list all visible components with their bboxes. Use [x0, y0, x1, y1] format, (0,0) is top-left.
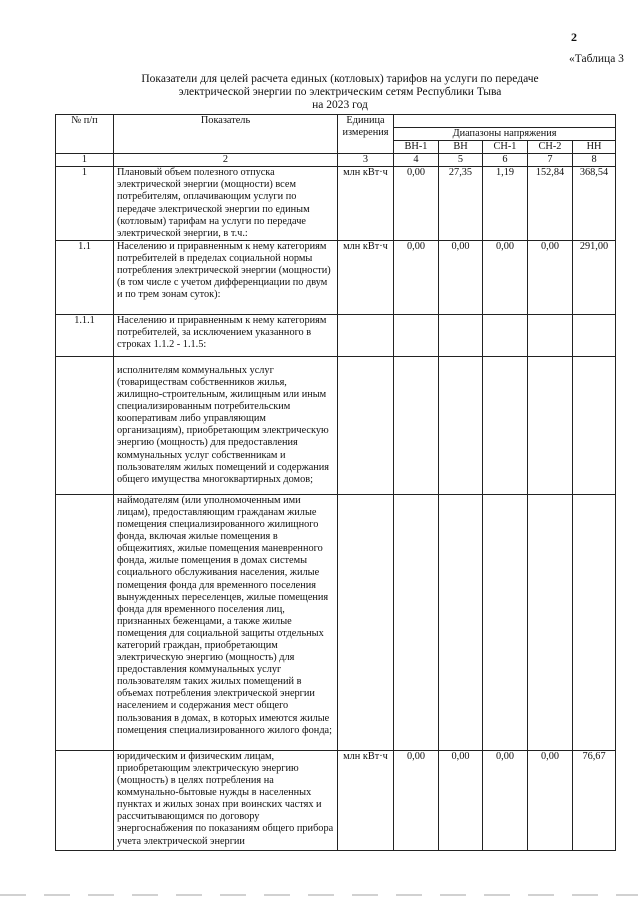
table-row [56, 750, 616, 850]
col-number: 8 [573, 154, 616, 167]
value-nn: 291,00 [573, 240, 616, 314]
col-number: 2 [114, 154, 338, 167]
value-vn1 [394, 356, 439, 494]
table-label: «Таблица 3 [569, 53, 624, 65]
value-sn2 [528, 314, 573, 356]
row-unit: млн кВт·ч [338, 750, 394, 850]
row-indicator-text: Населению и приравненным к нему категориям потребителей в пределах социальной нормы потребления электрической энергии (мощности) (в том числе с учетом дифференциации по двум и по трем зонам суток): [114, 240, 338, 314]
row-number [56, 356, 114, 494]
header-indicator: Показатель [114, 115, 338, 154]
row-number [56, 750, 114, 850]
value-sn1 [483, 494, 528, 750]
row-indicator-text: юридическим и физическим лицам, приобретающим электрическую энергию (мощность) в целях потребления на коммунально-бытовые нужды в населенных пунктах и жилых зонах при воинских частях и рассчитывающимся по договору энергоснабжения по показаниям общего прибора учета электрической энергии [114, 750, 338, 850]
value-vn [439, 494, 483, 750]
value-sn1: 1,19 [483, 167, 528, 241]
page-number: 2 [571, 30, 577, 44]
row-number: 1.1.1 [56, 314, 114, 356]
value-vn: 0,00 [439, 750, 483, 850]
row-number: 1.1 [56, 240, 114, 314]
col-number: 7 [528, 154, 573, 167]
value-nn [573, 494, 616, 750]
value-sn1 [483, 314, 528, 356]
title-line-1: Показатели для целей расчета единых (котловых) тарифов на услуги по передаче [141, 73, 539, 85]
value-vn1: 0,00 [394, 167, 439, 241]
row-indicator-text: Населению и приравненным к нему категориям потребителей, за исключением указанного в строках 1.1.2 - 1.1.5: [114, 314, 338, 356]
row-unit [338, 356, 394, 494]
value-vn: 0,00 [439, 240, 483, 314]
col-number: 6 [483, 154, 528, 167]
col-number: 4 [394, 154, 439, 167]
row-unit [338, 314, 394, 356]
value-nn [573, 356, 616, 494]
column-number-row [56, 154, 616, 167]
table-row [56, 314, 616, 356]
value-sn1: 0,00 [483, 240, 528, 314]
value-vn1 [394, 314, 439, 356]
header-unit: Единица измерения [338, 115, 394, 154]
row-number: 1 [56, 167, 114, 241]
col-number: 1 [56, 154, 114, 167]
value-vn1 [394, 494, 439, 750]
header-num: № п/п [56, 115, 114, 154]
value-vn1: 0,00 [394, 750, 439, 850]
table-row [56, 356, 616, 494]
value-vn1: 0,00 [394, 240, 439, 314]
scan-edge-artifact [0, 894, 638, 896]
value-sn1 [483, 356, 528, 494]
title-line-3: на 2023 год [312, 99, 368, 111]
value-vn: 27,35 [439, 167, 483, 241]
title-line-2: электрической энергии по электрическим сетям Республики Тыва [178, 86, 502, 98]
value-nn: 76,67 [573, 750, 616, 850]
value-sn2: 0,00 [528, 240, 573, 314]
row-unit [338, 494, 394, 750]
header-vn1: ВН-1 [394, 141, 439, 154]
value-sn2: 152,84 [528, 167, 573, 241]
header-voltage-ranges: Диапазоны напряжения [394, 128, 616, 141]
value-vn [439, 314, 483, 356]
value-sn1: 0,00 [483, 750, 528, 850]
row-unit: млн кВт·ч [338, 240, 394, 314]
value-vn [439, 356, 483, 494]
header-sn1: СН-1 [483, 141, 528, 154]
header-vn: ВН [439, 141, 483, 154]
table-row [56, 167, 616, 241]
col-number: 5 [439, 154, 483, 167]
value-nn: 368,54 [573, 167, 616, 241]
row-indicator-text: Плановый объем полезного отпуска электрической энергии (мощности) всем потребителям, оплачивающим услуги по передаче электрической энергии по единым (котловым) тарифам на услуги по передаче электрической энергии, в т.ч.: [114, 167, 338, 241]
value-sn2: 0,00 [528, 750, 573, 850]
row-unit: млн кВт·ч [338, 167, 394, 241]
header-sn2: СН-2 [528, 141, 573, 154]
value-nn [573, 314, 616, 356]
value-sn2 [528, 494, 573, 750]
header-nn: НН [573, 141, 616, 154]
row-indicator-text: наймодателям (или уполномоченным ими лицам), предоставляющим гражданам жилые помещения специализированного жилищного фонда, включая жилые помещения в общежитиях, жилые помещения маневренного фонда, жилые помещения в домах системы социального обслуживания населения, жилые помещения фонда для временного поселения вынужденных переселенцев, жилые помещения фонда для временного поселения лиц, признанных беженцами, а также жилые помещения для социальной защиты отдельных категорий граждан, приобретающим электрическую энергию (мощность) для предоставления коммунальных услуг пользователям таких жилых помещений в объемах потребления электрической энергии населением и содержания мест общего пользования в домах, в которых имеются жилые помещения специализированного жилого фонда; [114, 494, 338, 750]
header-row-1 [56, 115, 616, 128]
row-number [56, 494, 114, 750]
header-blank-cell [394, 115, 616, 128]
indicators-table [55, 114, 616, 851]
col-number: 3 [338, 154, 394, 167]
document-title [120, 73, 560, 112]
table-row [56, 494, 616, 750]
value-sn2 [528, 356, 573, 494]
table-row [56, 240, 616, 314]
row-indicator-text: исполнителям коммунальных услуг (товариществам собственников жилья, жилищно-строительным, жилищным или иным специализированным потребительским кооперативам либо управляющим организациям), приобретающим электрическую энергию (мощность) для предоставления коммунальных услуг собственникам и пользователям жилых помещений и содержания общего имущества многоквартирных домов; [114, 356, 338, 494]
